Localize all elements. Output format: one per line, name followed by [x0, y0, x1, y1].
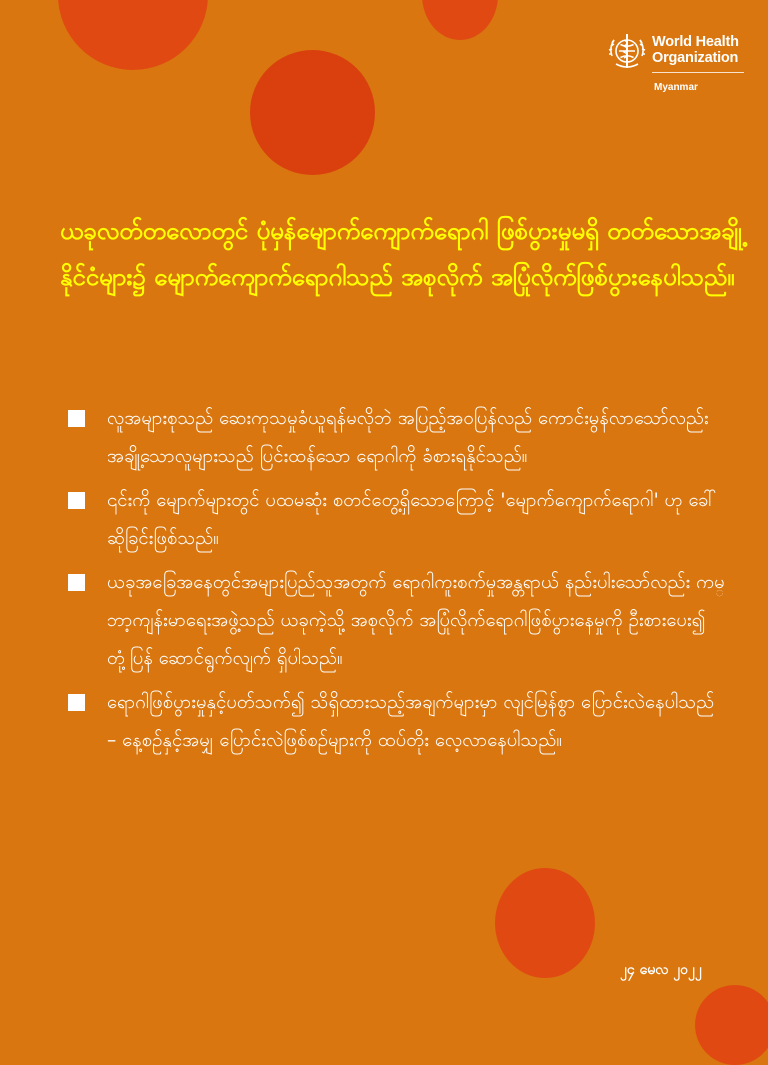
bullet-square-icon [68, 410, 85, 427]
bullet-square-icon [68, 492, 85, 509]
publish-date: ၂၄ မေလ ၂၀၂၂ [620, 962, 702, 978]
decorative-circle [422, 0, 498, 40]
bullet-item [68, 400, 748, 476]
logo-divider [652, 72, 744, 73]
bullet-item [68, 564, 748, 678]
bullet-item [68, 684, 748, 760]
who-logo [606, 30, 756, 102]
bullet-list [68, 400, 748, 766]
who-name: World Health Organization [652, 34, 739, 66]
bullet-square-icon [68, 574, 85, 591]
decorative-circle [58, 0, 208, 70]
bullet-text: ရောဂါဖြစ်ပွားမှုနှင့်ပတ်သက်၍ သိရှိထားသည့်အချက်များမှာ လျင်မြန်စွာ ပြောင်းလဲနေပါသည် – နေ့စဉ်နှင့်အမျှ ပြောင်းလဲဖြစ်စဉ်များကို ထပ်တိုး လေ့လာနေပါသည်။ [107, 692, 715, 751]
bullet-text: လူအများစုသည် ဆေးကုသမှုခံယူရန်မလိုဘဲ အပြည့်အဝပြန်လည် ကောင်းမွန်လာသော်လည်း အချို့သောလူများသည် ပြင်းထန်သော ရောဂါကို ခံစားရနိုင်သည်။ [107, 408, 709, 467]
bullet-square-icon [68, 694, 85, 711]
decorative-circle [695, 985, 768, 1065]
decorative-circle [250, 50, 375, 175]
bullet-text: ၎င်းကို မျောက်များတွင် ပထမဆုံး စတင်တွေ့ရှိသောကြောင့် 'မျောက်ကျောက်ရောဂါ' ဟု ခေါ်ဆိုခြင်းဖြစ်သည်။ [107, 490, 717, 549]
who-emblem-icon [606, 30, 648, 72]
bullet-text: ယခုအခြေအနေတွင်အများပြည်သူအတွက် ရောဂါကူးစက်မှုအန္တရာယ် နည်းပါးသော်လည်း ကမ္ဘာ့ကျန်းမာရေးအဖွဲ့သည် ယခုကဲ့သို့ အစုလိုက် အပြုံလိုက်ရောဂါဖြစ်ပွားနေမှုကို ဦးစားပေး၍ တုံ့ပြန် ဆောင်ရွက်လျက် ရှိပါသည်။ [107, 572, 725, 669]
bullet-item [68, 482, 748, 558]
who-country: Myanmar [654, 82, 698, 93]
decorative-circle [495, 868, 595, 978]
headline: ယခုလတ်တလောတွင် ပုံမှန်မျောက်ကျောက်ရောဂါ ဖြစ်ပွားမှုမရှိ တတ်သောအချို့နိုင်ငံများ၌ မျောက်ကျောက်ရောဂါသည် အစုလိုက် အပြုံလိုက်ဖြစ်ပွားနေပါသည်။ [60, 217, 742, 291]
